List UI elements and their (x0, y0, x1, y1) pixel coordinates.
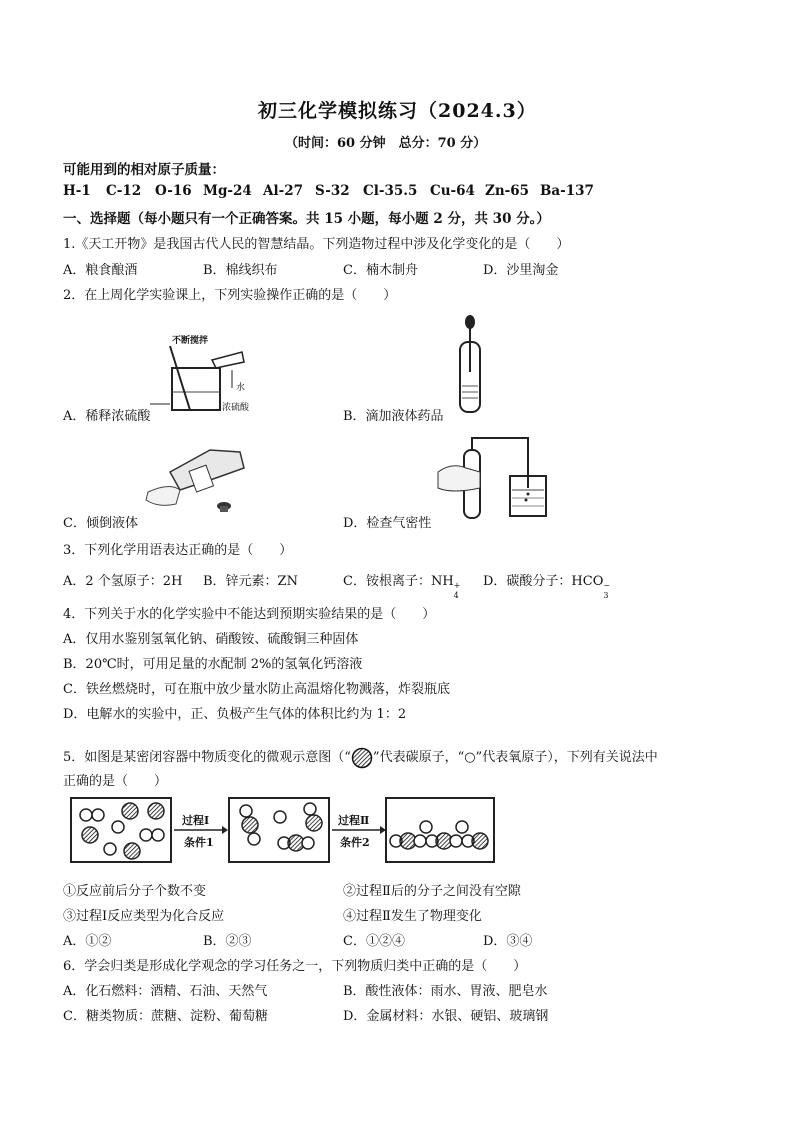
molecular-diagram (70, 797, 500, 865)
q4-option-c: C．铁丝燃烧时，可在瓶中放少量水防止高温熔化物溅落，炸裂瓶底 (63, 682, 450, 697)
q2-option-c: C．倾倒液体 (63, 516, 138, 531)
mass-item: Al-27 (263, 183, 303, 199)
q1-option-d: D．沙里淘金 (483, 263, 559, 278)
q2-option-d: D．检查气密性 (343, 516, 432, 531)
q6-option-d: D．金属材料：水银、硬铝、玻璃钢 (343, 1009, 549, 1024)
q2-option-b: B．滴加液体药品 (343, 409, 444, 424)
q6-option-c: C．糖类物质：蔗糖、淀粉、葡萄糖 (63, 1009, 268, 1024)
q5-option-c: C．①②④ (343, 934, 405, 949)
q3-option-d-text: D．碳酸分子：HCO (483, 574, 604, 589)
q6-option-a: A．化石燃料：酒精、石油、天然气 (63, 984, 268, 999)
process-2-label: 过程Ⅱ (338, 814, 370, 827)
q1-option-c: C．楠木制舟 (343, 263, 418, 278)
question-2-stem: 2．在上周化学实验课上，下列实验操作正确的是（ ） (63, 288, 397, 303)
mass-item: H-1 (63, 183, 91, 199)
q6-option-b: B．酸性液体：雨水、胃液、肥皂水 (343, 984, 548, 999)
q1-option-b: B．棉线织布 (203, 263, 278, 278)
question-4-stem: 4．下列关于水的化学实验中不能达到预期实验结果的是（ ） (63, 607, 436, 622)
question-5-stem (63, 746, 658, 765)
mass-item: Cu-64 (430, 183, 475, 199)
q3-option-d-sup: − (603, 581, 611, 590)
q3-option-c-sup: + (453, 581, 461, 590)
condition-2-label: 条件2 (340, 836, 370, 849)
figure-air-tightness (432, 432, 552, 522)
mass-item: S-32 (315, 183, 350, 199)
fig-a-label-water: 水 (236, 383, 246, 393)
mass-item: Zn-65 (485, 183, 530, 199)
figure-dropper (452, 314, 492, 414)
q5-stem-part-b: ”代表碳原子，“○”代表氧原子），下列有关说法中 (372, 750, 658, 765)
q4-option-a: A．仅用水鉴别氢氧化钠、硝酸铵、硫酸铜三种固体 (63, 632, 359, 647)
q5-option-d: D．③④ (483, 934, 533, 949)
atomic-masses (63, 183, 594, 199)
mass-item: Ba-137 (540, 183, 594, 199)
q5-statement-4: ④过程Ⅱ发生了物理变化 (343, 909, 482, 924)
page-title: 初三化学模拟练习（2024.3） (258, 100, 537, 122)
fig-a-label-acid: 浓硫酸 (222, 403, 250, 413)
mass-item: C-12 (106, 183, 142, 199)
q5-statement-1: ①反应前后分子个数不变 (63, 884, 207, 899)
question-3-stem: 3．下列化学用语表达正确的是（ ） (63, 543, 293, 558)
q5-option-a: A．①② (63, 934, 112, 949)
q1-option-a: A．粮食酿酒 (63, 263, 138, 278)
carbon-atom-icon (351, 747, 373, 769)
q3-option-d (483, 570, 611, 600)
q3-option-c (343, 570, 462, 600)
q3-option-c-text: C．铵根离子：NH (343, 574, 454, 589)
mass-item: O-16 (155, 183, 192, 199)
q5-statement-2: ②过程Ⅱ后的分子之间没有空隙 (343, 884, 521, 899)
q5-option-b: B．②③ (203, 934, 252, 949)
q3-option-c-sub: 4 (453, 591, 459, 600)
process-1-label: 过程Ⅰ (182, 814, 210, 827)
q3-option-d-sub: 3 (603, 591, 609, 600)
section-heading: 一、选择题（每小题只有一个正确答案。共 15 小题，每小题 2 分，共 30 分。） (63, 211, 550, 227)
condition-1-label: 条件1 (184, 836, 214, 849)
q5-statement-3: ③过程Ⅰ反应类型为化合反应 (63, 909, 225, 924)
question-6-stem: 6．学会归类是形成化学观念的学习任务之一，下列物质归类中正确的是（ ） (63, 959, 527, 974)
q3-option-b: B．锌元素：ZN (203, 574, 298, 589)
fig-a-label-stir: 不断搅拌 (172, 336, 209, 346)
q4-option-d: D．电解水的实验中，正、负极产生气体的体积比约为 1：2 (63, 707, 407, 722)
mass-item: Mg-24 (203, 183, 252, 199)
q5-stem-line2: 正确的是（ ） (63, 774, 168, 789)
q3-option-a: A．2 个氢原子：2H (63, 574, 183, 589)
q2-option-a: A．稀释浓硫酸 (63, 409, 151, 424)
q4-option-b: B．20℃时，可用足量的水配制 2%的氢氧化钙溶液 (63, 657, 363, 672)
q5-stem-part-a: 5．如图是某密闭容器中物质变化的微观示意图（“ (63, 750, 351, 765)
exam-info: （时间：60 分钟 总分：70 分） (285, 136, 487, 151)
mass-item: Cl-35.5 (363, 183, 418, 199)
mass-title: 可能用到的相对原子质量： (63, 162, 225, 178)
question-1-stem: 1.《天工开物》是我国古代人民的智慧结晶。下列造物过程中涉及化学变化的是（ ） (63, 237, 570, 252)
figure-pouring (140, 432, 260, 517)
